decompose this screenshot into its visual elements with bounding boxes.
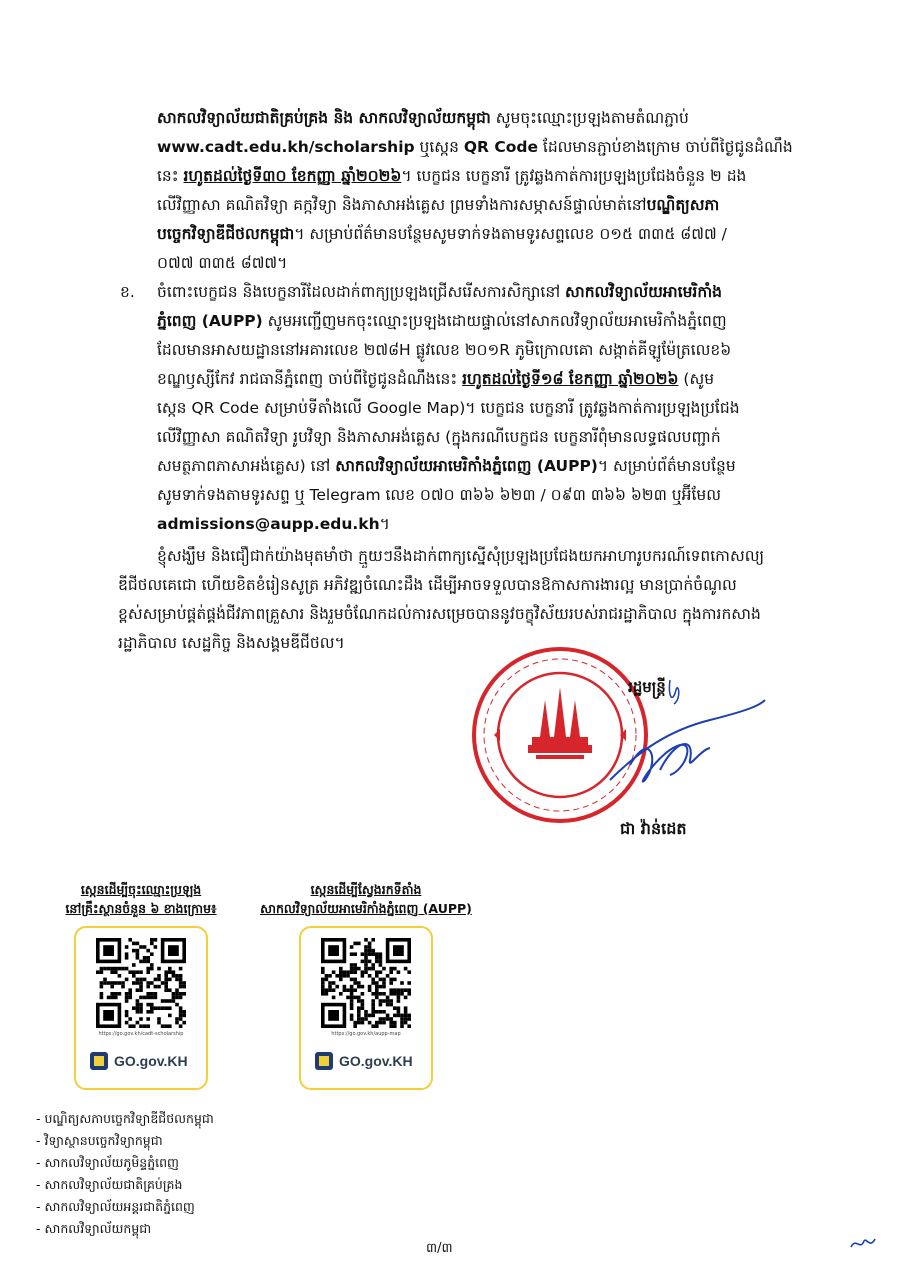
deadline-aupp: រហូតដល់ថ្ងៃទី១៨ ខែកញ្ញា ឆ្នាំ២០២៦ xyxy=(462,370,679,388)
deadline-cadt: រហូតដល់ថ្ងៃទី៣០ ខែកញ្ញា ឆ្នាំ២០២៦ xyxy=(183,167,402,185)
closing-paragraph xyxy=(118,542,858,658)
go-logo-icon xyxy=(313,1050,335,1072)
signer-title: រដ្ឋមន្ត្រី xyxy=(628,678,666,696)
qr-caption-line2: នៅគ្រឹះស្ថានចំនួន ៦ ខាងក្រោម៖ xyxy=(65,901,217,916)
go-gov-logo xyxy=(313,1046,419,1076)
text-line xyxy=(157,249,857,278)
contact-text: សូមទាក់ទងតាមទូរសព្ទ ឬ Telegram លេខ ០៧០ ៣៦៦ ៦២៣ / ០៩៣ ៣៦៦ ៦២៣ ឬអ៊ីមែល xyxy=(157,486,721,504)
qr-caption-line2: សាកលវិទ្យាល័យអាមេរិកាំងភ្នំពេញ (AUPP) xyxy=(260,901,472,916)
text-line xyxy=(157,191,857,220)
text-line xyxy=(157,481,857,510)
qr-block-location xyxy=(246,880,486,1090)
text-line xyxy=(157,510,857,539)
go-logo-text: GO.gov.KH xyxy=(339,1053,413,1069)
qr-url: https://go.gov.kh/cadt-scholarship xyxy=(98,1031,184,1037)
text-segment: ខណ្ឌឫស្សីកែវ រាជធានីភ្នំពេញ ចាប់ពីថ្ងៃជូនដំណឹងនេះ xyxy=(157,370,463,388)
qr-code-location[interactable] xyxy=(299,926,433,1090)
text-segment: (សូម xyxy=(678,370,715,388)
text-segment: ឬស្កេន xyxy=(414,138,464,156)
text-segment: ដែលមានភ្ជាប់ខាងក្រោម ចាប់ពីថ្ងៃជូនដំណឹង xyxy=(537,138,793,156)
page-number: ៣/៣ xyxy=(426,1241,453,1256)
paragraph-registration-cadt xyxy=(157,104,857,278)
list-item: - សាកលវិទ្យាល័យជាតិគ្រប់គ្រង xyxy=(36,1177,183,1192)
text-line xyxy=(157,394,857,423)
item-label: ខ. xyxy=(120,283,135,301)
text-segment: ។ សម្រាប់ព័ត៌មានបន្ថែម xyxy=(597,457,736,475)
text-line: រដ្ឋាភិបាល សេដ្ឋកិច្ច និងសង្គមឌីជីថល។ xyxy=(118,634,345,652)
admissions-email-link[interactable]: admissions@aupp.edu.kh xyxy=(157,515,380,533)
qr-caption-line1: ស្កេនដើម្បីស្វែងរកទីតាំង xyxy=(310,882,422,897)
text-segment: សូមចុះឈ្មោះប្រឡងតាមតំណភ្ជាប់ xyxy=(490,109,689,127)
text-line: ឌីជីថលគេជោ ហើយខិតខំរៀនសូត្រ អភិវឌ្ឍចំណេះដឹង ដើម្បីអាចទទួលបានឱកាសការងារល្អ មានប្រាក់ចំណូល xyxy=(118,576,737,594)
text-line xyxy=(157,452,857,481)
paragraph-registration-aupp xyxy=(157,278,857,539)
qr-caption xyxy=(246,880,486,918)
recipients-list xyxy=(36,1108,214,1240)
aupp-name-part1: សាកលវិទ្យាល័យអាមេរិកាំង xyxy=(565,283,722,301)
qr-caption-line1: ស្កេនដើម្បីចុះឈ្មោះប្រឡង xyxy=(80,882,202,897)
text-segment: ចំពោះបេក្ខជន និងបេក្ខនារីដែលដាក់ពាក្យប្រឡងជ្រើសរើសការសិក្សានៅ xyxy=(157,283,566,301)
text-line: ខ្ញុំសង្ឃឹម និងជឿជាក់យ៉ាងមុតមាំថា ក្មួយៗនឹងដាក់ពាក្យស្នើសុំប្រឡងប្រជែងយកអាហារូបករណ៍ទេពកោសល្យ xyxy=(157,547,765,565)
address-text: ដែលមានអាសយដ្ឋាននៅអគារលេខ ២៧៨H ផ្លូវលេខ ២០១R ភូមិក្រោលគោ សង្កាត់គីឡូម៉ែត្រលេខ៦ xyxy=(157,341,732,359)
aupp-name-part2: ភ្នំពេញ (AUPP) xyxy=(157,312,263,330)
qr-block-registration xyxy=(56,880,226,1090)
text-segment: ។ បេក្ខជន បេក្ខនារី ត្រូវឆ្លងកាត់ការប្រឡងប្រជែងចំនួន ២ ដង xyxy=(401,167,747,185)
institution-names: សាកលវិទ្យាល័យជាតិគ្រប់គ្រង និង សាកលវិទ្យាល័យកម្ពុជា xyxy=(157,109,491,127)
text-line xyxy=(157,162,857,191)
go-gov-logo xyxy=(88,1046,194,1076)
qr-url: https://go.gov.kh/aupp-map xyxy=(331,1031,401,1037)
text-line: ខ្ពស់សម្រាប់ផ្គត់ផ្គង់ជីវភាពគ្រួសារ និងរួមចំណែកដល់ការសម្រេចបាននូវចក្ខុវិស័យរបស់រាជរដ្ឋាភិបាល ក្នុងការកសាង xyxy=(118,605,761,623)
text-segment: សូមអញ្ជើញមកចុះឈ្មោះប្រឡងដោយផ្ទាល់នៅសាកលវិទ្យាល័យអាមេរិកាំងភ្នំពេញ xyxy=(262,312,727,330)
list-item: - បណ្ឌិត្យសភាបច្ចេកវិទ្យាឌីជីថលកម្ពុជា xyxy=(36,1111,214,1126)
text-line xyxy=(157,307,857,336)
text-segment: ។ សម្រាប់ព័ត៌មានបន្ថែមសូមទាក់ទងតាមទូរសព្ទលេខ ០១៥ ៣៣៥ ៨៧៧ / xyxy=(294,225,727,243)
go-logo-text: GO.gov.KH xyxy=(114,1053,188,1069)
text-segment: នេះ xyxy=(157,167,184,185)
text-segment: លើវិញ្ញាសា គណិតវិទ្យា រូបវិទ្យា និងភាសាអង់គ្លេស (ក្នុងករណីបេក្ខជន បេក្ខនារីពុំមានលទ្ធផលបញ្ជាក់ xyxy=(157,428,721,446)
qr-code-term: QR Code xyxy=(463,138,538,156)
qr-code-icon xyxy=(88,938,194,1028)
signature-icon xyxy=(600,670,770,810)
qr-code-icon xyxy=(313,938,419,1028)
list-item: - វិទ្យាស្ថានបច្ចេកវិទ្យាកម្ពុជា xyxy=(36,1133,163,1148)
text-line xyxy=(157,423,857,452)
text-segment: សមត្ថភាពភាសាអង់គ្លេស) នៅ xyxy=(157,457,336,475)
go-logo-icon xyxy=(88,1050,110,1072)
phone-number: ០៧៧ ៣៣៥ ៨៧៧។ xyxy=(157,254,288,272)
text-line xyxy=(157,278,857,307)
text-segment: លើវិញ្ញាសា គណិតវិទ្យា គក្កវិទ្យា និងភាសាអង់គ្លេស ព្រមទាំងការសម្ភាសន៍ផ្ទាល់មាត់នៅ xyxy=(157,196,647,214)
text-line xyxy=(157,104,857,133)
cadt-name-part2: បច្ចេកវិទ្យាឌីជីថលកម្ពុជា xyxy=(157,225,295,243)
signer-name: ជា វ៉ាន់ដេត xyxy=(620,819,687,838)
text-line xyxy=(157,365,857,394)
text-line xyxy=(157,133,857,162)
text-segment: ស្កេន QR Code សម្រាប់ទីតាំងលើ Google Map)។ បេក្ខជន បេក្ខនារី ត្រូវឆ្លងកាត់ការប្រឡងប្រជែង xyxy=(157,399,740,417)
list-item: - សាកលវិទ្យាល័យកម្ពុជា xyxy=(36,1221,152,1236)
text-line xyxy=(157,336,857,365)
registration-link[interactable]: www.cadt.edu.kh/scholarship xyxy=(157,138,415,156)
qr-caption xyxy=(56,880,226,918)
initial-mark-icon xyxy=(848,1233,878,1253)
list-item: - សាកលវិទ្យាល័យអន្តរជាតិភ្នំពេញ xyxy=(36,1199,195,1214)
qr-code-registration[interactable] xyxy=(74,926,208,1090)
text-segment: ។ xyxy=(379,515,390,533)
list-item: - សាកលវិទ្យាល័យភូមិន្ទភ្នំពេញ xyxy=(36,1155,179,1170)
cadt-name-part1: បណ្ឌិត្យសភា xyxy=(646,196,720,214)
text-line xyxy=(157,220,857,249)
aupp-name-full: សាកលវិទ្យាល័យអាមេរិកាំងភ្នំពេញ (AUPP) xyxy=(335,457,598,475)
